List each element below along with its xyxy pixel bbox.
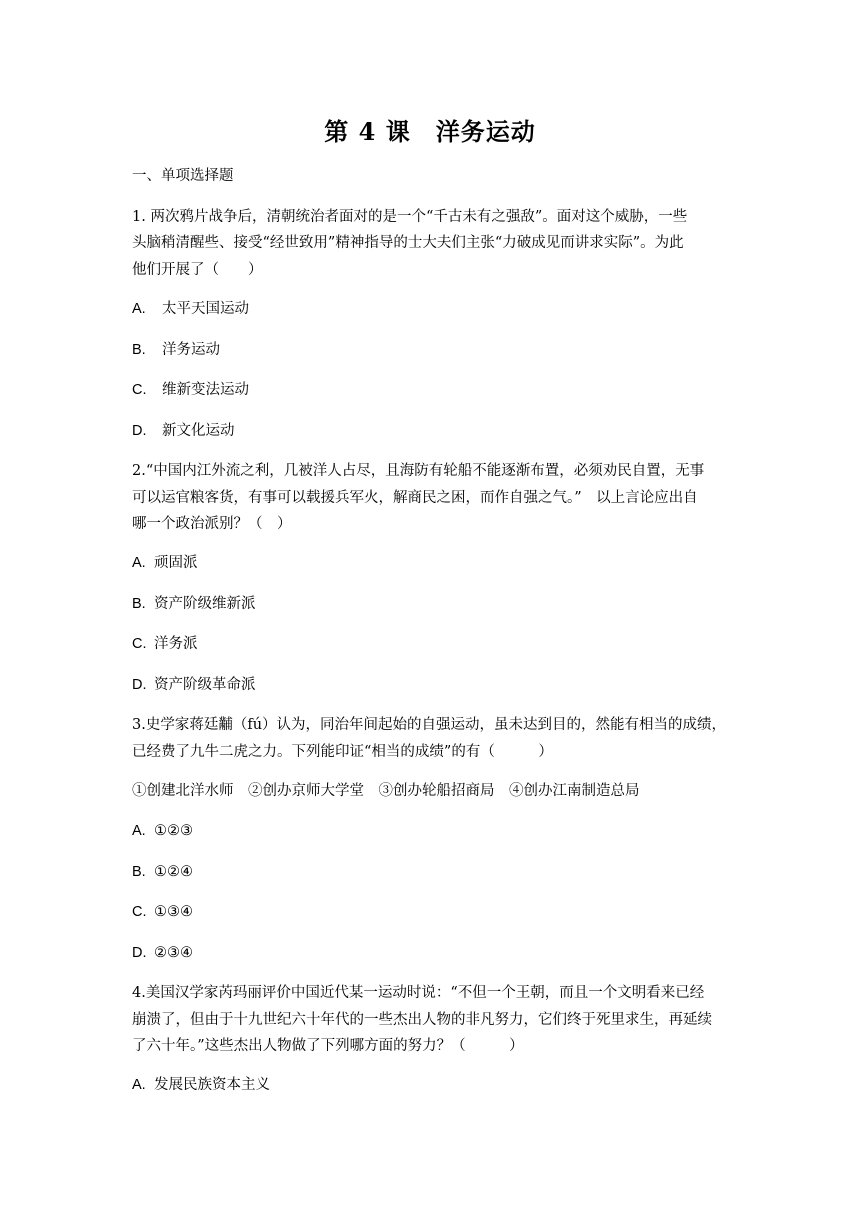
section-heading: 一、单项选择题 [132, 168, 234, 184]
question-1-line-2: 头脑稍清醒些、接受“经世致用”精神指导的士大夫们主张“力破成见而讲求实际”。为此 [132, 235, 684, 251]
option-text: ①③④ [154, 904, 193, 920]
question-3-line-1: 3.史学家蒋廷黼（fú）认为，同治年间起始的自强运动，虽未达到目的，然能有相当的成绩， [132, 717, 727, 733]
question-2-option-c [132, 630, 732, 658]
option-text: ①②④ [154, 864, 193, 880]
option-letter: C. [132, 636, 147, 652]
question-2-line-1: 2.“中国内江外流之利，几被洋人占尽，且海防有轮船不能逐渐布置，必须劝民自置，无事 [132, 463, 705, 479]
option-text: 资产阶级维新派 [154, 596, 256, 612]
question-1-option-d [132, 417, 732, 445]
option-letter: C. [132, 904, 147, 920]
question-4-line-2: 崩溃了，但由于十九世纪六十年代的一些杰出人物的非凡努力，它们终于死里求生，再延续 [132, 1012, 712, 1028]
option-text: ①②③ [154, 823, 193, 839]
option-text: 太平天国运动 [162, 301, 249, 317]
question-3-option-a [132, 817, 732, 845]
option-letter: B. [132, 596, 146, 612]
question-4-line-3: 了六十年。”这些杰出人物做了下列哪方面的努力？（ ） [132, 1038, 524, 1054]
option-text: 洋务运动 [162, 342, 220, 358]
option-letter: A. [132, 823, 146, 839]
option-letter: A. [132, 1077, 146, 1093]
option-letter: B. [132, 342, 146, 358]
question-2-line-3: 哪一个政治派别？（ ） [132, 516, 292, 532]
question-2-option-b [132, 590, 732, 618]
option-letter: D. [132, 677, 147, 693]
question-1-option-b [132, 336, 732, 364]
option-text: 发展民族资本主义 [154, 1077, 270, 1093]
option-text: ②③④ [154, 945, 193, 961]
question-3-option-d [132, 939, 732, 967]
option-letter: D. [132, 945, 147, 961]
question-1-line-1: 1. 两次鸦片战争后，清朝统治者面对的是一个“千古未有之强敌”。面对这个威胁，一些 [132, 209, 688, 225]
question-3-line-2: 已经费了九牛二虎之力。下列能印证“相当的成绩”的有（ ） [132, 744, 553, 760]
question-3-option-c [132, 898, 732, 926]
question-2-line-2: 可以运官粮客货，有事可以载援兵军火，解商民之困，而作自强之气。” 以上言论应出自 [132, 490, 698, 506]
option-letter: C. [132, 382, 147, 398]
question-2-option-d [132, 671, 732, 699]
question-1-option-c [132, 376, 732, 404]
question-4-option-a [132, 1071, 732, 1099]
question-3-statements: ①创建北洋水师 ②创办京师大学堂 ③创办轮船招商局 ④创办江南制造总局 [132, 783, 640, 799]
page-title: 第 4 课 洋务运动 [324, 117, 536, 146]
option-letter: D. [132, 423, 147, 439]
option-text: 维新变法运动 [162, 382, 249, 398]
question-3-option-b [132, 858, 732, 886]
option-text: 顽固派 [154, 555, 198, 571]
option-letter: B. [132, 864, 146, 880]
question-4-line-1: 4.美国汉学家芮玛丽评价中国近代某一运动时说：“不但一个王朝，而且一个文明看来已经 [132, 985, 705, 1001]
question-1-option-a [132, 295, 732, 323]
option-letter: A. [132, 301, 146, 317]
option-text: 资产阶级革命派 [154, 677, 256, 693]
question-2-option-a [132, 549, 732, 577]
option-letter: A. [132, 555, 146, 571]
option-text: 新文化运动 [162, 423, 235, 439]
option-text: 洋务派 [154, 636, 198, 652]
question-1-line-3: 他们开展了（ ） [132, 262, 263, 278]
